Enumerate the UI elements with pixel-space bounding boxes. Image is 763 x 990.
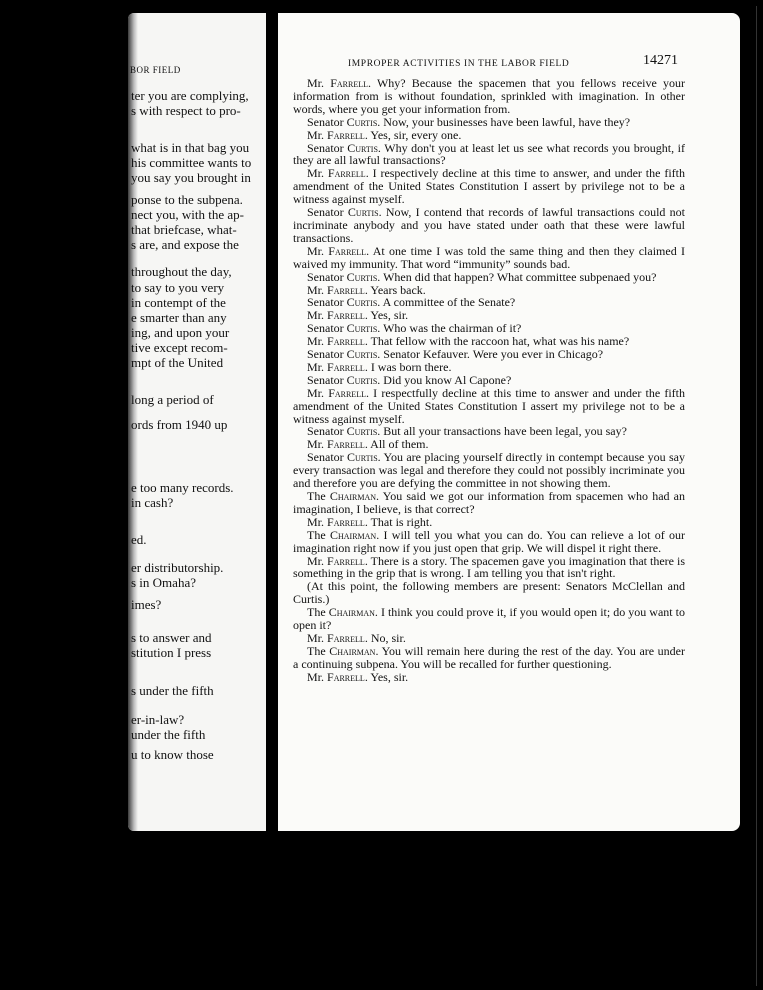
left-page-line: nect you, with the ap- <box>131 207 244 222</box>
left-page-line: s in Omaha? <box>131 575 196 590</box>
paragraph-text: Mr. <box>307 514 328 529</box>
running-head: IMPROPER ACTIVITIES IN THE LABOR FIELD <box>348 59 570 69</box>
paragraph-text: Mr. <box>307 669 328 684</box>
paragraph-text: Mr. <box>307 359 328 374</box>
speaker-name: Curtis <box>346 321 378 336</box>
paragraph-text: . I respectively decline at this time to answer, and under the fifth amendment of the United States Constitution I assert by privilege not to be a witness against myself. <box>293 166 685 207</box>
speaker-name: Farrell <box>327 334 365 349</box>
paragraph-text: Senator <box>307 321 347 336</box>
speaker-name: Farrell <box>327 166 366 181</box>
paragraph-text: Mr. <box>307 334 328 349</box>
speaker-name: Farrell <box>327 308 365 323</box>
transcript-paragraph <box>293 142 685 168</box>
left-page-fragment <box>128 13 266 831</box>
paragraph-text: Mr. <box>307 76 331 90</box>
speaker-name: Curtis <box>346 269 378 284</box>
paragraph-text: Senator <box>307 295 347 310</box>
speaker-name: Farrell <box>327 514 365 529</box>
paragraph-text: The <box>307 643 330 658</box>
paragraph-text: Senator <box>307 424 347 439</box>
paragraph-text: Mr. <box>307 166 328 181</box>
paragraph-text: . I will tell you what you can do. You can relieve a lot of our imagination right now if you just open that grip. We will dispel it right there. <box>293 527 686 555</box>
speaker-name: Farrell <box>327 437 365 452</box>
speaker-name: Curtis <box>346 114 378 129</box>
transcript-paragraph <box>293 555 685 581</box>
paragraph-text: . Yes, sir, every one. <box>364 127 462 142</box>
speaker-name: Farrell <box>328 243 367 258</box>
speaker-name: Curtis <box>346 424 378 439</box>
left-page-line: ords from 1940 up <box>131 417 228 432</box>
paragraph-text: . That fellow with the raccoon hat, what was his name? <box>364 334 630 349</box>
paragraph-text: . You said we got our information from spacemen who had an imagination, I believe, is that correct? <box>293 489 686 516</box>
left-page-line: that briefcase, what- <box>131 222 237 237</box>
left-page-line: his committee wants to <box>131 155 252 170</box>
paragraph-text: . Who was the chairman of it? <box>377 321 522 336</box>
transcript-paragraph <box>293 451 685 490</box>
paragraph-text: . A committee of the Senate? <box>377 295 516 310</box>
left-page-line: under the fifth <box>131 727 206 742</box>
left-page-line: e too many records. <box>131 480 234 495</box>
speaker-name: Chairman <box>329 489 377 503</box>
paragraph-text: The <box>307 489 330 503</box>
paragraph-text: . Now, I contend that records of lawful transactions could not incriminate anybody and you have stated under oath that these were lawful transactions. <box>293 205 685 245</box>
speaker-name: Farrell <box>327 127 365 142</box>
paragraph-text: Mr. <box>307 630 328 645</box>
paragraph-text: . Senator Kefauver. Were you ever in Chicago? <box>377 347 604 362</box>
left-page-line: er-in-law? <box>131 712 185 727</box>
paragraph-text: . At one time I was told the same thing and then they claimed I waived my immunity. That word “immunity” sounds bad. <box>293 243 685 271</box>
paragraph-text: . Years back. <box>364 282 426 297</box>
paragraph-text: Senator <box>307 269 347 284</box>
speaker-name: Farrell <box>327 630 365 645</box>
transcript-paragraph <box>293 490 685 516</box>
left-page-line: s under the fifth <box>131 683 214 698</box>
paragraph-text: Mr. <box>307 243 329 258</box>
paragraph-text: . Why? Because the spacemen that you fellows receive your information from is without foundation, sprinkled with imagination. In other words, where you get your information from. <box>293 76 685 116</box>
paragraph-text: Mr. <box>307 437 328 452</box>
speaker-name: Farrell <box>327 282 365 297</box>
left-page-line: ed. <box>131 532 147 547</box>
transcript-paragraph <box>293 77 685 116</box>
speaker-name: Curtis <box>347 450 378 465</box>
speaker-name: Farrell <box>327 553 365 568</box>
left-page-line: in cash? <box>131 495 174 510</box>
left-page-line: ponse to the subpena. <box>131 192 243 207</box>
left-page-line: stitution I press <box>131 645 212 660</box>
transcript-paragraph <box>293 606 685 632</box>
paragraph-text: Senator <box>307 205 348 220</box>
speaker-name: Curtis <box>347 205 379 220</box>
paragraph-text: Senator <box>307 140 348 155</box>
paragraph-text: . All of them. <box>364 437 429 452</box>
left-page-line: s to answer and <box>131 630 212 645</box>
left-page-line: ter you are complying, <box>131 88 249 103</box>
paragraph-text: . Yes, sir. <box>364 669 409 684</box>
paragraph-text: . Did you know Al Capone? <box>377 372 512 387</box>
paragraph-text: . Why don't you at least let us see what records you brought, if they are all lawful transactions? <box>293 140 686 168</box>
paragraph-text: Senator <box>307 372 347 387</box>
paragraph-text: The <box>307 605 329 620</box>
paragraph-text: . When did that happen? What committee subpenaed you? <box>377 269 657 284</box>
speaker-name: Chairman <box>329 527 377 542</box>
left-page-line: tive except recom- <box>131 340 228 355</box>
transcript-paragraph <box>293 167 685 206</box>
paragraph-text: . There is a story. The spacemen gave you imagination that there is something in the grip that is wrong. I am telling you that isn't right. <box>293 553 686 581</box>
paragraph-text: Senator <box>307 450 347 465</box>
left-page-line: imes? <box>131 597 162 612</box>
speaker-name: Farrell <box>327 669 365 684</box>
paragraph-text: . But all your transactions have been legal, you say? <box>377 424 627 439</box>
transcript-paragraph <box>293 245 685 271</box>
speaker-name: Chairman <box>328 605 375 620</box>
left-page-line: ing, and upon your <box>131 325 230 340</box>
paragraph-text: . I think you could prove it, if you would open it; do you want to open it? <box>293 605 685 633</box>
left-page-line: e smarter than any <box>131 310 227 325</box>
speaker-name: Curtis <box>346 295 378 310</box>
left-page-line: throughout the day, <box>131 264 232 279</box>
paragraph-text: . I respectfully decline at this time to answer and under the fifth amendment of the United States Constitution I assert my privilege not to be a witness against myself. <box>293 385 685 426</box>
speaker-name: Farrell <box>330 76 368 90</box>
paragraph-text: Senator <box>307 347 347 362</box>
paragraph-text: . No, sir. <box>364 630 406 645</box>
paragraph-text: (At this point, the following members are present: Senators McClellan and Curtis.) <box>293 579 685 607</box>
transcript-body <box>293 77 685 684</box>
left-running-head: BOR FIELD <box>130 65 181 75</box>
transcript-paragraph <box>293 206 685 245</box>
speaker-name: Farrell <box>327 359 365 374</box>
right-page <box>278 13 740 831</box>
paragraph-text: . I was born there. <box>364 359 452 374</box>
speaker-name: Farrell <box>328 385 366 400</box>
paragraph-text: . You are placing yourself directly in contempt because you say every transaction was legal and therefore they could not possibly incriminate you and therefore you are defying the committee in not showing them. <box>293 450 685 491</box>
page-divider <box>266 13 278 831</box>
page-number: 14271 <box>643 53 678 68</box>
paragraph-text: Senator <box>307 114 347 129</box>
left-page-line: er distributorship. <box>131 560 224 575</box>
paragraph-text: Mr. <box>307 553 328 568</box>
transcript-paragraph <box>293 387 685 426</box>
paragraph-text: Mr. <box>307 308 328 323</box>
paragraph-text: . Now, your businesses have been lawful, have they? <box>377 114 631 129</box>
left-page-line: you say you brought in <box>131 170 251 185</box>
paragraph-text: . Yes, sir. <box>364 308 409 323</box>
paragraph-text: Mr. <box>307 385 329 400</box>
transcript-paragraph <box>293 529 685 555</box>
left-page-line: u to know those <box>131 747 214 762</box>
left-page-line: s with respect to pro- <box>131 103 241 118</box>
scan-edge-line <box>756 6 757 986</box>
left-page-line: in contempt of the <box>131 295 226 310</box>
transcript-paragraph <box>293 580 685 606</box>
left-page-line: s are, and expose the <box>131 237 239 252</box>
left-page-line: long a period of <box>131 392 214 407</box>
speaker-name: Curtis <box>347 140 378 155</box>
transcript-paragraph <box>293 671 685 684</box>
paragraph-text: Mr. <box>307 127 328 142</box>
transcript-paragraph <box>293 645 685 671</box>
paragraph-text: Mr. <box>307 282 328 297</box>
paragraph-text: The <box>307 527 330 542</box>
left-page-line: mpt of the United <box>131 355 224 370</box>
speaker-name: Curtis <box>346 372 378 387</box>
speaker-name: Curtis <box>346 347 378 362</box>
left-page-line: to say to you very <box>131 280 225 295</box>
speaker-name: Chairman <box>329 643 376 658</box>
paragraph-text: . You will remain here during the rest of the day. You are under a continuing subpena. You will be recalled for further questioning. <box>293 643 686 671</box>
paragraph-text: . That is right. <box>364 514 433 529</box>
left-page-line: what is in that bag you <box>131 140 250 155</box>
